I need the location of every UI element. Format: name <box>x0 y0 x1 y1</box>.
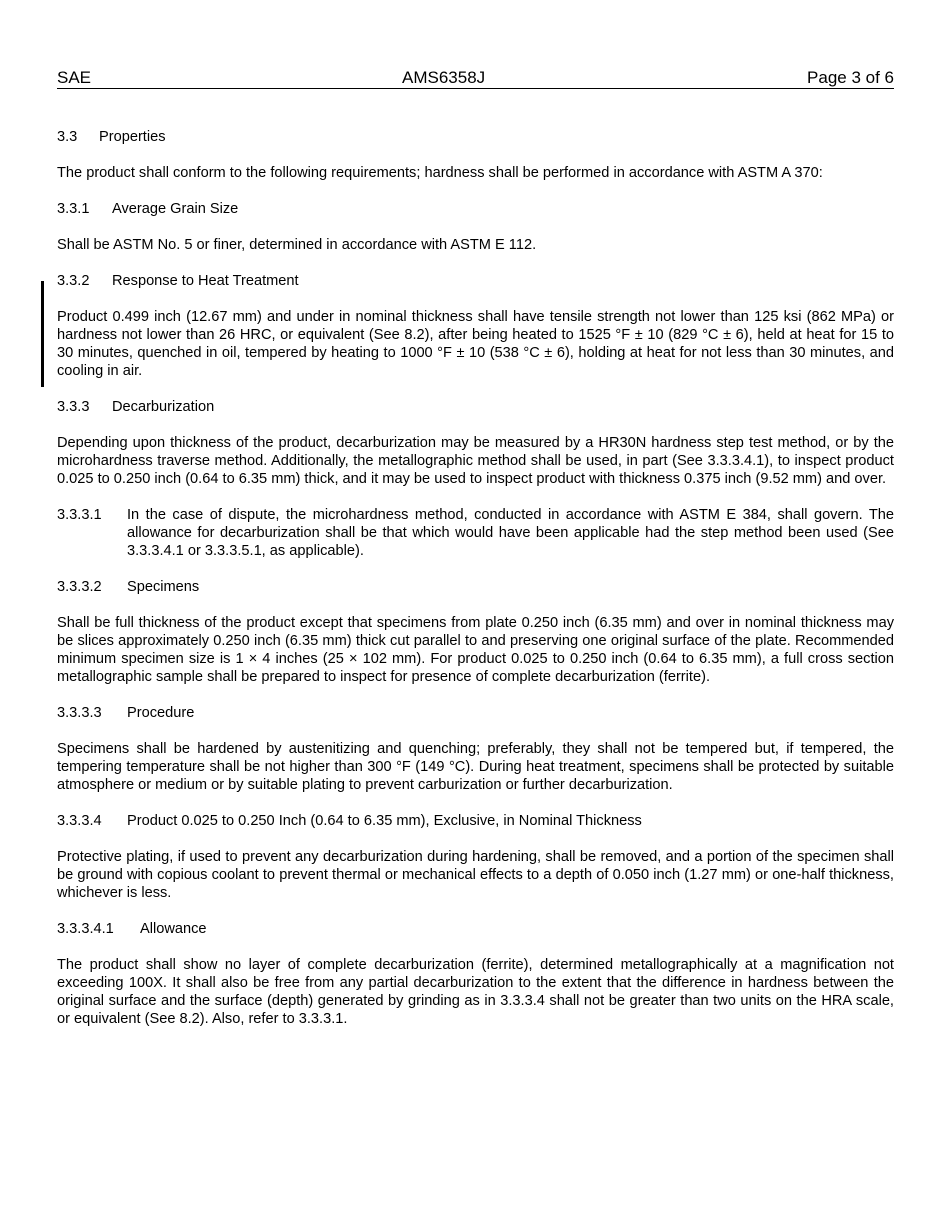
section-text-3-3-3: Depending upon thickness of the product, decarburization may be measured by a HR30N hardness step test method, or by the microhardness traverse method. Additionally, the metallographic method shall be used, in part (See 3.3.3.4.1), to inspect product 0.025 to 0.250 inch (0.64 to 6.35 mm) thick, and it may be used to inspect product with thickness 0.375 inch (9.52 mm) and over. <box>57 435 894 487</box>
section-number: 3.3.3.3 <box>57 705 102 721</box>
section-title: Average Grain Size <box>112 201 239 217</box>
section-title: Procedure <box>127 705 195 721</box>
section-number: 3.3.3.4 <box>57 813 102 829</box>
section-number: 3.3.3.1 <box>57 507 102 523</box>
header-page-number: Page 3 of 6 <box>807 68 894 87</box>
section-text-3-3: The product shall conform to the following requirements; hardness shall be performed in accordance with ASTM A 370: <box>57 165 823 181</box>
section-title: Allowance <box>140 921 207 937</box>
header-org: SAE <box>57 68 92 87</box>
section-number: 3.3.3.2 <box>57 579 102 595</box>
section-heading-3-3-3-4 <box>57 812 894 830</box>
section-text-3-3-3-2: Shall be full thickness of the product except that specimens from plate 0.250 inch (6.35 mm) and over in nominal thickness may be slices approximately 0.250 inch (6.35 mm) thick cut parallel to and preserving one original surface of the plate. Recommended minimum specimen size is 1 × 4 inches (25 × 102 mm). For product 0.025 to 0.250 inch (0.64 to 6.35 mm), a full cross section metallographic sample shall be prepared to inspect for presence of complete decarburization (ferrite). <box>57 615 894 685</box>
section-title: Product 0.025 to 0.250 Inch (0.64 to 6.35 mm), Exclusive, in Nominal Thickness <box>127 813 642 829</box>
section-title: Properties <box>99 129 166 145</box>
section-heading-3-3-3 <box>57 398 894 416</box>
section-3-3-3-1 <box>57 506 894 560</box>
section-text-3-3-3-3: Specimens shall be hardened by austenitizing and quenching; preferably, they shall not be tempered but, if tempered, the tempering temperature shall be not higher than 300 °F (149 °C). During heat treatment, specimens shall be protected by suitable atmosphere or medium or by suitable plating to prevent carburization or further decarburization. <box>57 741 894 793</box>
document-body <box>57 128 894 1046</box>
section-heading-3-3-2 <box>57 272 894 290</box>
section-number: 3.3.1 <box>57 201 90 217</box>
section-heading-3-3 <box>57 128 894 146</box>
section-number: 3.3 <box>57 129 78 145</box>
section-title: Decarburization <box>112 399 215 415</box>
section-heading-3-3-3-2 <box>57 578 894 596</box>
section-title: Response to Heat Treatment <box>112 273 299 289</box>
section-number: 3.3.3 <box>57 399 90 415</box>
page-header <box>57 68 894 89</box>
section-heading-3-3-3-4-1 <box>57 920 894 938</box>
section-heading-3-3-1 <box>57 200 894 218</box>
header-doc-number: AMS6358J <box>402 68 486 87</box>
section-title: Specimens <box>127 579 200 595</box>
section-text-3-3-3-4: Protective plating, if used to prevent any decarburization during hardening, shall be removed, and a portion of the specimen shall be ground with copious coolant to prevent thermal or mechanical effects to a depth of 0.050 inch (1.27 mm) or one-half thickness, whichever is less. <box>57 849 894 901</box>
section-heading-3-3-3-3 <box>57 704 894 722</box>
section-text-3-3-1: Shall be ASTM No. 5 or finer, determined in accordance with ASTM E 112. <box>57 237 537 253</box>
section-text-3-3-3-1: In the case of dispute, the microhardness method, conducted in accordance with ASTM E 384, shall govern. The allowance for decarburization shall be that which would have been applicable had the step method been used (See 3.3.3.4.1 or 3.3.3.5.1, as applicable). <box>127 507 894 559</box>
section-text-3-3-2: Product 0.499 inch (12.67 mm) and under in nominal thickness shall have tensile strength not lower than 125 ksi (862 MPa) or hardness not lower than 26 HRC, or equivalent (See 8.2), after being heated to 1525 °F ± 10 (829 °C ± 6), held at heat for 15 to 30 minutes, quenched in oil, tempered by heating to 1000 °F ± 10 (538 °C ± 6), holding at heat for not less than 30 minutes, and cooling in air. <box>57 309 894 379</box>
section-text-3-3-3-4-1: The product shall show no layer of complete decarburization (ferrite), determined metallographically at a magnification not exceeding 100X. It shall also be free from any partial decarburization to the extent that the difference in hardness between the original surface and the surface (depth) generated by grinding as in 3.3.3.4 shall not be greater than two units on the HRA scale, or equivalent (See 8.2). Also, refer to 3.3.3.1. <box>57 957 894 1027</box>
section-number: 3.3.2 <box>57 273 90 289</box>
revision-change-bar <box>41 281 44 387</box>
section-number: 3.3.3.4.1 <box>57 921 114 937</box>
